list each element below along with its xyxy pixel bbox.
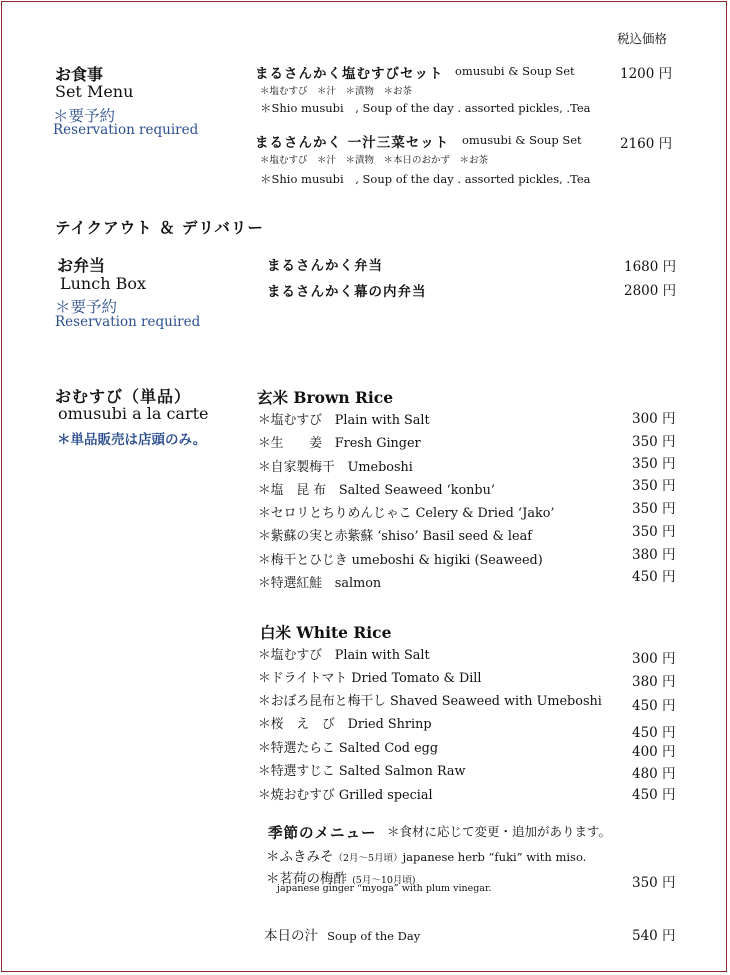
brown-item-4-price: 350 円 [632, 478, 676, 494]
brown-item-7-price: 380 円 [632, 547, 676, 563]
set-item-1-name-en: omusubi & Soup Set [455, 64, 575, 78]
seasonal-item-1-ja: ＊ふきみそ [266, 849, 334, 865]
set-item-2-price: 2160 円 [620, 136, 673, 152]
seasonal-item-1-period: （2月～5月頃） [333, 853, 403, 864]
soup-name-en: Soup of the Day [327, 929, 421, 943]
brown-item-2-name: ＊生 姜 Fresh Ginger [258, 436, 421, 451]
white-item-2-name: ＊ドライトマト Dried Tomato & Dill [258, 671, 482, 686]
soup-item [264, 924, 420, 944]
brown-item-3-price: 350 円 [632, 456, 676, 472]
omusubi-title-ja: おむすび（単品） [55, 387, 192, 406]
white-item-6-price: 480 円 [632, 766, 676, 782]
soup-name-ja: 本日の汁 [264, 928, 318, 944]
set-item-1-price: 1200 円 [620, 66, 673, 82]
white-item-7-price: 450 円 [632, 787, 676, 803]
brown-item-5-name: ＊セロリとちりめんじゃこ Celery & Dried ‘Jako’ [258, 506, 555, 521]
brown-item-8-name: ＊特選紅鮭 salmon [258, 576, 382, 591]
white-item-5-price: 400 円 [632, 744, 676, 760]
brown-item-4-name: ＊塩 昆 布 Salted Seaweed ‘konbu’ [258, 483, 495, 498]
lunch-box-title-ja: お弁当 [57, 256, 106, 275]
seasonal-item-2-period: (5月～10月頃) [352, 875, 416, 886]
seasonal-note: ＊食材に応じて変更・追加があります。 [387, 824, 612, 839]
white-item-4-name: ＊桜 え び Dried Shrinp [258, 717, 432, 732]
white-rice-heading: 白米 White Rice [260, 623, 392, 642]
brown-item-8-price: 450 円 [632, 569, 676, 585]
white-item-5-name: ＊特選たらこ Salted Cod egg [258, 741, 439, 756]
set-item-2-detail-ja: ＊塩むすび ＊汁 ＊漬物 ＊本日のおかず ＊お茶 [260, 155, 489, 166]
soup-price: 540 円 [632, 928, 676, 944]
lunch-item-2-price: 2800 円 [624, 283, 677, 299]
tax-included-label: 税込価格 [617, 31, 668, 46]
set-menu-reservation-en: Reservation required [53, 122, 199, 138]
lunch-item-2-name: まるさんかく幕の内弁当 [267, 284, 427, 300]
white-item-6-name: ＊特選すじこ Salted Salmon Raw [258, 764, 466, 779]
set-item-1-detail-en: ＊Shio musubi , Soup of the day . assorted pickles, .Tea [260, 101, 591, 115]
brown-item-1-price: 300 円 [632, 411, 676, 427]
lunch-item-1-price: 1680 円 [624, 259, 677, 275]
brown-item-6-name: ＊紫蘇の実と赤紫蘇 ‘shiso’ Basil seed & leaf [258, 529, 532, 544]
omusubi-note: ＊単品販売は店頭のみ。 [57, 432, 207, 448]
set-item-2-name: まるさんかく 一汁三菜セット [255, 135, 450, 151]
seasonal-item-1-en: japanese herb “fuki” with miso. [402, 850, 587, 864]
white-item-4-price: 450 円 [632, 725, 676, 741]
lunch-item-1-name: まるさんかく弁当 [267, 258, 383, 274]
set-menu-reservation-ja: ＊要予約 [53, 107, 116, 125]
brown-item-1-name: ＊塩むすび Plain with Salt [258, 413, 430, 428]
seasonal-title: 季節のメニュー [268, 825, 377, 842]
brown-item-6-price: 350 円 [632, 524, 676, 540]
white-item-7-name: ＊焼おむすび Grilled special [258, 788, 433, 803]
set-menu-title-ja: お食事 [55, 65, 104, 84]
brown-rice-heading: 玄米 Brown Rice [257, 388, 394, 407]
lunch-box-title-en: Lunch Box [60, 274, 146, 293]
seasonal-item-1 [266, 845, 586, 865]
seasonal-price: 350 円 [632, 875, 676, 891]
brown-item-3-name: ＊自家製梅干 Umeboshi [258, 460, 413, 475]
seasonal-item-2-en: japanese ginger “myoga” with plum vinegar. [277, 883, 492, 894]
takeout-title: テイクアウト ＆ デリバリー [55, 218, 264, 237]
white-item-2-price: 380 円 [632, 674, 676, 690]
set-item-1-name: まるさんかく塩むすびセット [255, 66, 444, 82]
set-item-2-name-en: omusubi & Soup Set [462, 133, 582, 147]
brown-item-2-price: 350 円 [632, 434, 676, 450]
seasonal-item-2-ja: ＊茗荷の梅酢 [266, 871, 347, 887]
lunch-box-reservation-ja: ＊要予約 [55, 298, 118, 316]
set-item-2-detail-en: ＊Shio musubi , Soup of the day . assorted pickles, .Tea [260, 172, 591, 186]
set-item-1-detail-ja: ＊塩むすび ＊汁 ＊漬物 ＊お茶 [260, 86, 413, 97]
brown-item-5-price: 350 円 [632, 501, 676, 517]
white-item-3-price: 450 円 [632, 698, 676, 714]
lunch-box-reservation-en: Reservation required [55, 314, 201, 330]
set-menu-title-en: Set Menu [55, 82, 134, 101]
white-item-1-name: ＊塩むすび Plain with Salt [258, 648, 430, 663]
omusubi-title-en: omusubi a la carte [58, 404, 209, 423]
brown-item-7-name: ＊梅干とひじき umeboshi & higiki (Seaweed) [258, 553, 543, 568]
white-item-3-name: ＊おぼろ昆布と梅干し Shaved Seaweed with Umeboshi [258, 694, 602, 709]
white-item-1-price: 300 円 [632, 651, 676, 667]
